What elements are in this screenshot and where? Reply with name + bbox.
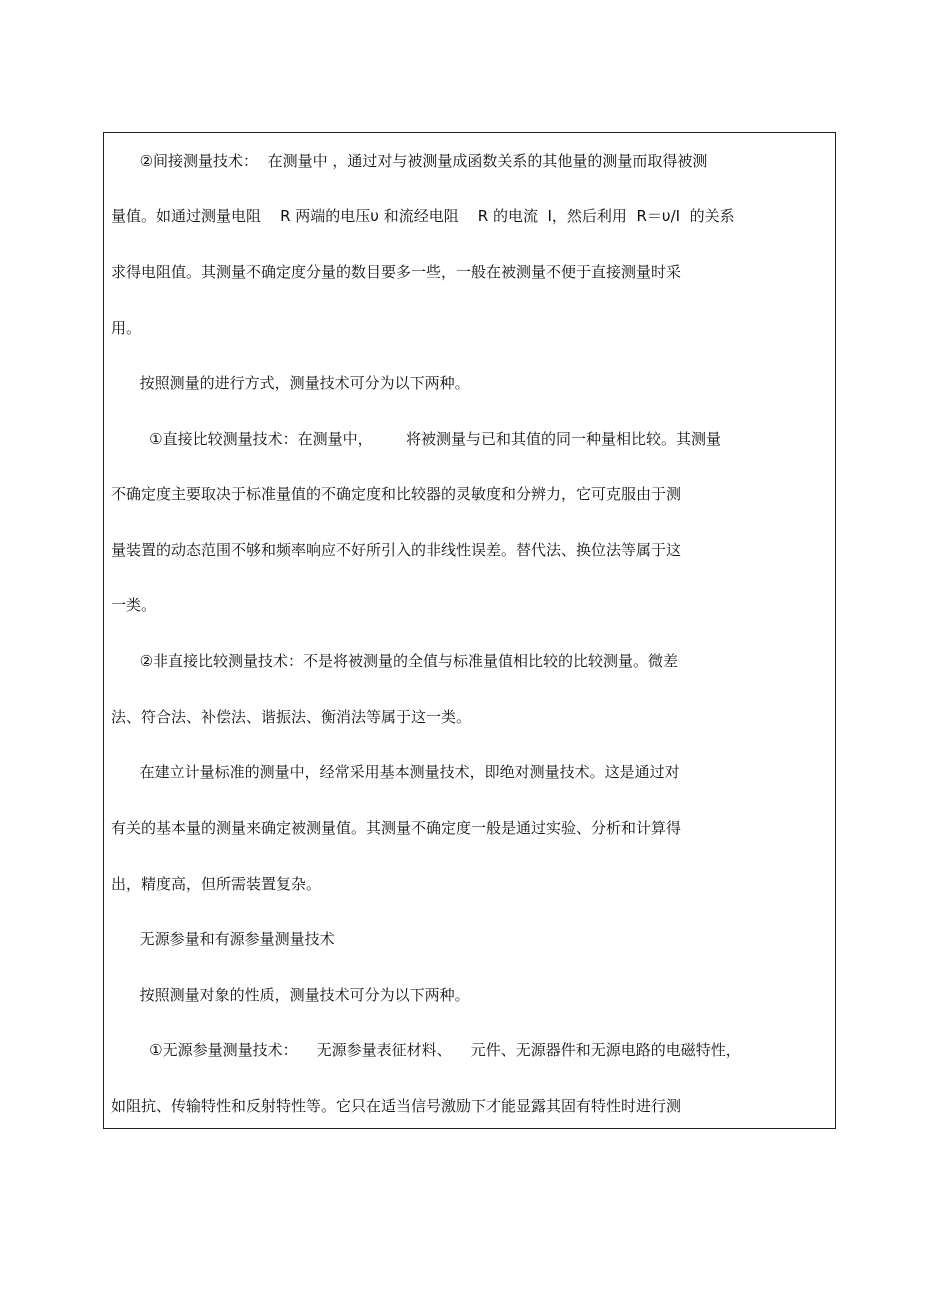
text-line-1: ②间接测量技术： 在测量中 ，通过对与被测量成函数关系的其他量的测量而取得被测 [111, 152, 708, 170]
text-line-12: 在建立计量标准的测量中，经常采用基本测量技术，即绝对测量技术。这是通过对 [111, 763, 680, 781]
text-line-17: ①无源参量测量技术： 无源参量表征材料、 元件、无源器件和无源电路的电磁特性， [111, 1041, 741, 1059]
text-line-7: 不确定度主要取决于标准量值的不确定度和比较器的灵敏度和分辨力，它可克服由于测 [111, 485, 682, 503]
text-line-16: 按照测量对象的性质，测量技术可分为以下两种。 [111, 986, 470, 1004]
text-line-6: ①直接比较测量技术：在测量中， 将被测量与已和其值的同一种量相比较。其测量 [111, 430, 721, 448]
text-line-13: 有关的基本量的测量来确定被测量值。其测量不确定度一般是通过实验、分析和计算得 [111, 819, 682, 837]
text-line-8: 量装置的动态范围不够和频率响应不好所引入的非线性误差。替代法、换位法等属于这 [111, 541, 682, 559]
text-line-15: 无源参量和有源参量测量技术 [111, 930, 335, 948]
text-line-14: 出，精度高，但所需装置复杂。 [111, 875, 322, 893]
text-line-5: 按照测量的进行方式，测量技术可分为以下两种。 [111, 374, 470, 392]
text-line-18: 如阻抗、传输特性和反射特性等。它只在适当信号激励下才能显露其固有特性时进行测 [111, 1097, 682, 1115]
text-line-4: 用。 [111, 319, 142, 337]
text-line-9: 一类。 [111, 596, 157, 614]
text-line-2: 量值。如通过测量电阻 R 两端的电压υ 和流经电阻 R 的电流 I，然后利用 R＝υ/I 的关系 [111, 207, 735, 225]
text-line-10: ②非直接比较测量技术：不是将被测量的全值与标准量值相比较的比较测量。微差 [111, 652, 679, 670]
text-line-3: 求得电阻值。其测量不确定度分量的数目要多一些，一般在被测量不便于直接测量时采 [111, 263, 682, 281]
text-line-11: 法、符合法、补偿法、谐振法、衡消法等属于这一类。 [111, 708, 472, 726]
